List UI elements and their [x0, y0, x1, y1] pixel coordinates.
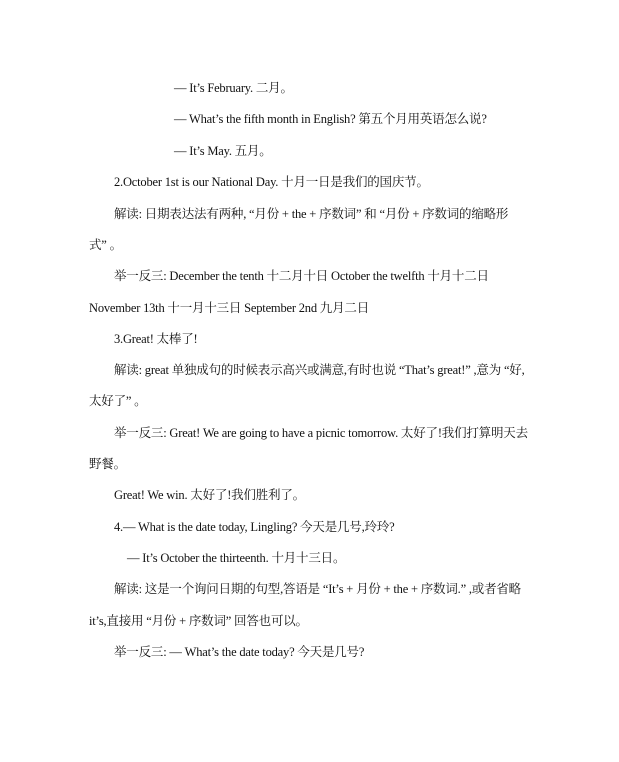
- text-line: 4.— What is the date today, Lingling? 今天是几号,玲玲?: [114, 520, 395, 534]
- text-line: Great! We win. 太好了!我们胜利了。: [114, 488, 305, 502]
- text-line: 野餐。: [89, 457, 126, 471]
- text-line: — It’s May. 五月。: [174, 144, 272, 158]
- text-line: 举一反三: Great! We are going to have a picnic tomorrow. 太好了!我们打算明天去: [114, 426, 528, 440]
- text-line: 3.Great! 太棒了!: [114, 332, 198, 346]
- text-line: — What’s the fifth month in English? 第五个月用英语怎么说?: [174, 112, 487, 126]
- text-line: 2.October 1st is our National Day. 十月一日是我们的国庆节。: [114, 175, 429, 189]
- text-line: 太好了” 。: [89, 394, 147, 408]
- text-line: 举一反三: December the tenth 十二月十日 October the twelfth 十月十二日: [114, 269, 489, 283]
- text-line: 式” 。: [89, 238, 122, 252]
- text-line: 举一反三: — What’s the date today? 今天是几号?: [114, 645, 365, 659]
- text-line: November 13th 十一月十三日 September 2nd 九月二日: [89, 301, 370, 315]
- text-line: — It’s February. 二月。: [174, 81, 293, 95]
- text-line: 解读: 这是一个询问日期的句型,答语是 “It’s + 月份 + the + 序数词.” ,或者省略: [114, 582, 521, 596]
- text-line: it’s,直接用 “月份 + 序数词” 回答也可以。: [89, 614, 308, 628]
- text-line: 解读: 日期表达法有两种, “月份 + the + 序数词” 和 “月份 + 序数词的缩略形: [114, 207, 509, 221]
- text-line: — It’s October the thirteenth. 十月十三日。: [127, 551, 346, 565]
- text-line: 解读: great 单独成句的时候表示高兴或满意,有时也说 “That’s great!” ,意为 “好,: [114, 363, 525, 377]
